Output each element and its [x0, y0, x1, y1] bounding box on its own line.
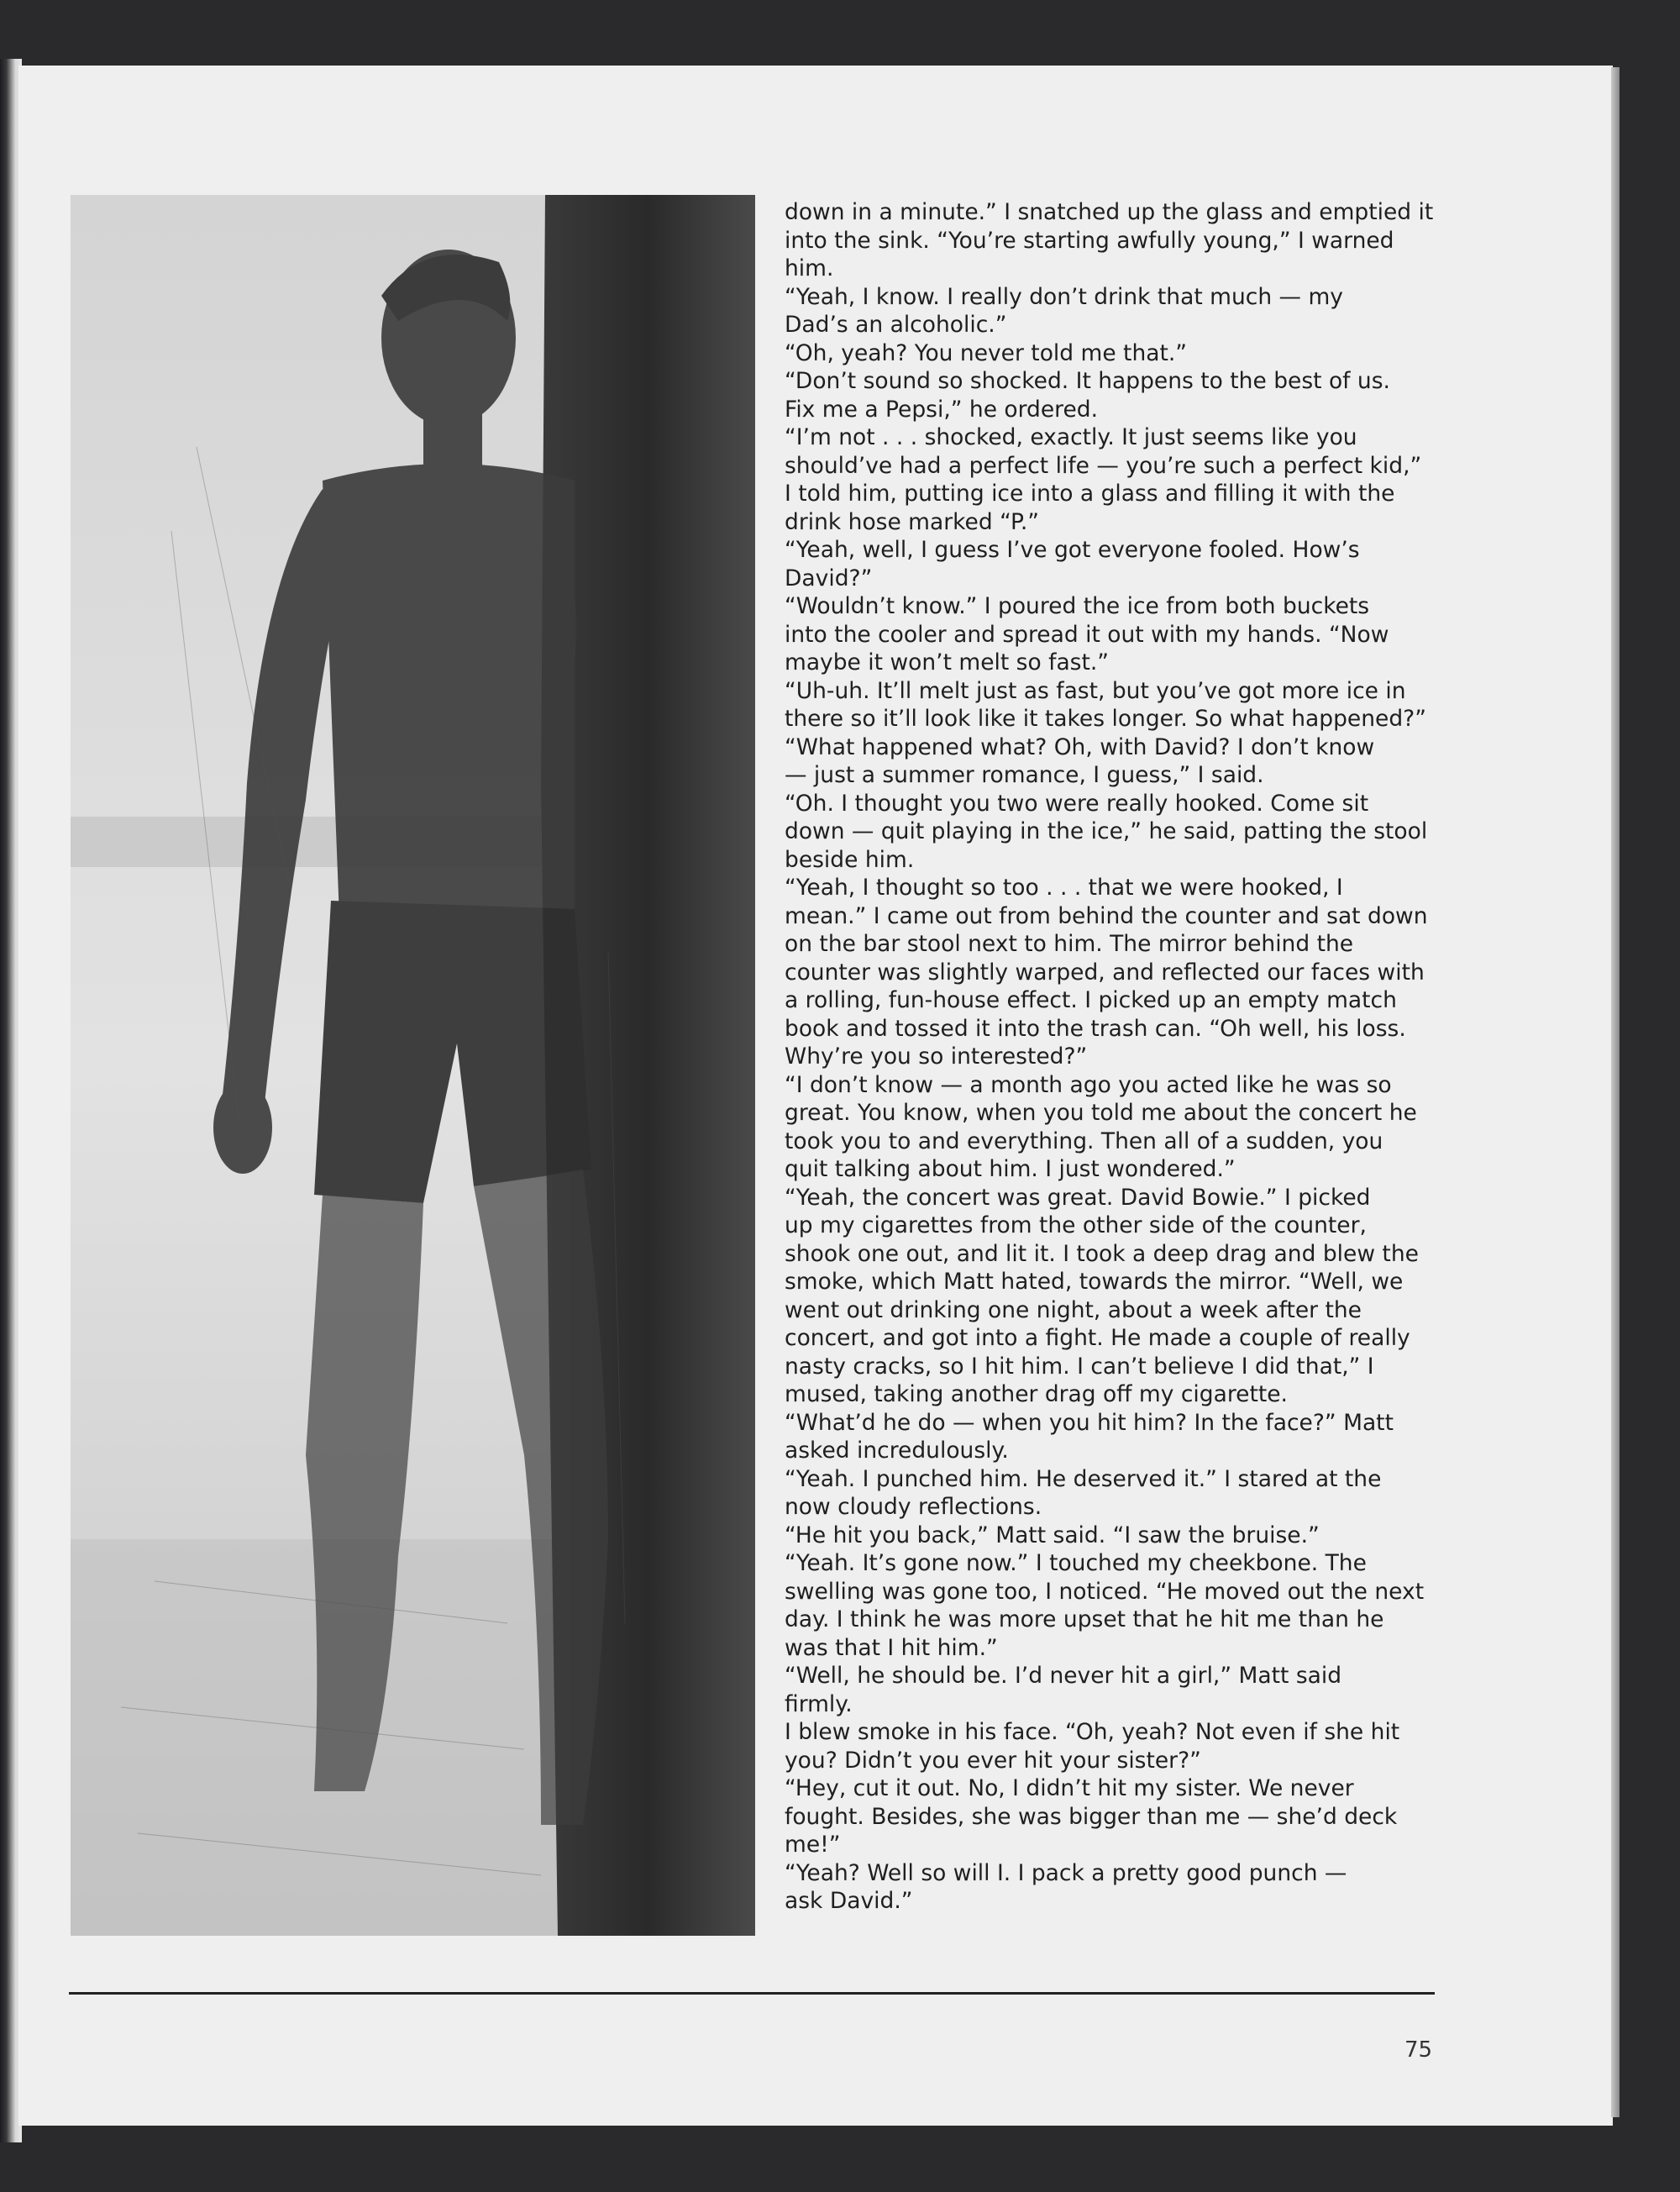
text-line: “Oh. I thought you two were really hooked. Come sit	[785, 790, 1369, 817]
text-line: nasty cracks, so I hit him. I can’t believe I did that,” I	[785, 1353, 1374, 1380]
story-text-column	[785, 198, 1630, 1948]
text-line: “Don’t sound so shocked. It happens to the best of us.	[785, 368, 1390, 394]
text-line: drink hose marked “P.”	[785, 508, 1040, 535]
text-line: went out drinking one night, about a week after the	[785, 1296, 1362, 1323]
text-line: — just a summer romance, I guess,” I said.	[785, 762, 1264, 788]
text-line: beside him.	[785, 846, 915, 873]
text-line: asked incredulously.	[785, 1438, 1009, 1464]
text-line: down in a minute.” I snatched up the glass and emptied it	[785, 199, 1434, 225]
text-line: “Yeah. It’s gone now.” I touched my cheekbone. The	[785, 1550, 1367, 1576]
text-line: great. You know, when you told me about the concert he	[785, 1100, 1417, 1126]
text-line: into the sink. “You’re starting awfully young,” I warned	[785, 227, 1394, 254]
text-line: “What’d he do — when you hit him? In the face?” Matt	[785, 1409, 1394, 1436]
text-line: book and tossed it into the trash can. “Oh well, his loss.	[785, 1015, 1406, 1042]
text-line: quit talking about him. I just wondered.”	[785, 1156, 1236, 1182]
text-line: “Hey, cut it out. No, I didn’t hit my sister. We never	[785, 1775, 1354, 1801]
text-line: up my cigarettes from the other side of the counter,	[785, 1212, 1367, 1238]
text-line: day. I think he was more upset that he hit me than he	[785, 1606, 1384, 1632]
text-line: “Wouldn’t know.” I poured the ice from both buckets	[785, 593, 1370, 619]
text-line: “I don’t know — a month ago you acted like he was so	[785, 1071, 1392, 1098]
charcoal-sketch-illustration	[71, 195, 755, 1936]
text-line: on the bar stool next to him. The mirror behind the	[785, 931, 1354, 957]
text-line: “Yeah, well, I guess I’ve got everyone fooled. How’s	[785, 537, 1360, 563]
text-line: took you to and everything. Then all of a sudden, you	[785, 1128, 1383, 1154]
text-line: Dad’s an alcoholic.”	[785, 312, 1007, 338]
text-line: down — quit playing in the ice,” he said, patting the stool	[785, 818, 1428, 844]
text-line: “Yeah, I thought so too . . . that we were hooked, I	[785, 875, 1343, 901]
text-line: him.	[785, 255, 834, 281]
text-line: a rolling, fun-house effect. I picked up an empty match	[785, 987, 1397, 1013]
text-line: “Oh, yeah? You never told me that.”	[785, 339, 1188, 366]
text-line: into the cooler and spread it out with my hands. “Now	[785, 621, 1389, 648]
text-line: fought. Besides, she was bigger than me — she’d deck	[785, 1803, 1398, 1830]
text-line: ask David.”	[785, 1888, 913, 1914]
text-line: “I’m not . . . shocked, exactly. It just seems like you	[785, 424, 1357, 450]
text-line: “Yeah? Well so will I. I pack a pretty good punch —	[785, 1859, 1347, 1886]
text-line: I blew smoke in his face. “Oh, yeah? Not even if she hit	[785, 1719, 1400, 1745]
text-line: counter was slightly warped, and reflected our faces with	[785, 959, 1425, 986]
text-line: swelling was gone too, I noticed. “He moved out the next	[785, 1578, 1425, 1605]
text-line: Fix me a Pepsi,” he ordered.	[785, 396, 1099, 423]
text-line: concert, and got into a fight. He made a couple of really	[785, 1325, 1410, 1351]
text-line: shook one out, and lit it. I took a deep drag and blew the	[785, 1240, 1419, 1267]
text-line: you? Didn’t you ever hit your sister?”	[785, 1747, 1201, 1774]
text-line: now cloudy reflections.	[785, 1494, 1042, 1520]
text-line: me!”	[785, 1832, 841, 1858]
text-line: was that I hit him.”	[785, 1634, 998, 1661]
text-line: smoke, which Matt hated, towards the mirror. “Well, we	[785, 1269, 1404, 1295]
text-line: “Yeah, the concert was great. David Bowie.” I picked	[785, 1184, 1371, 1211]
text-line: “What happened what? Oh, with David? I don’t know	[785, 733, 1375, 760]
text-line: I told him, putting ice into a glass and filling it with the	[785, 481, 1395, 507]
text-line: “Yeah. I punched him. He deserved it.” I stared at the	[785, 1465, 1382, 1492]
text-line: “Yeah, I know. I really don’t drink that much — my	[785, 283, 1343, 310]
text-line: Why’re you so interested?”	[785, 1043, 1088, 1070]
text-line: there so it’ll look like it takes longer. So what happened?”	[785, 706, 1426, 732]
text-line: should’ve had a perfect life — you’re such a perfect kid,”	[785, 452, 1422, 479]
page-number: 75	[1404, 2037, 1433, 2063]
text-line: “Well, he should be. I’d never hit a girl,” Matt said	[785, 1663, 1342, 1689]
footer-rule	[69, 1992, 1435, 1995]
text-line: mused, taking another drag off my cigarette.	[785, 1381, 1288, 1407]
text-line: David?”	[785, 565, 873, 591]
text-line: maybe it won’t melt so fast.”	[785, 649, 1110, 675]
text-line: “He hit you back,” Matt said. “I saw the bruise.”	[785, 1522, 1320, 1548]
text-line: “Uh-uh. It’ll melt just as fast, but you’ve got more ice in	[785, 677, 1406, 704]
text-line: firmly.	[785, 1690, 853, 1717]
text-line: mean.” I came out from behind the counter and sat down	[785, 902, 1428, 929]
